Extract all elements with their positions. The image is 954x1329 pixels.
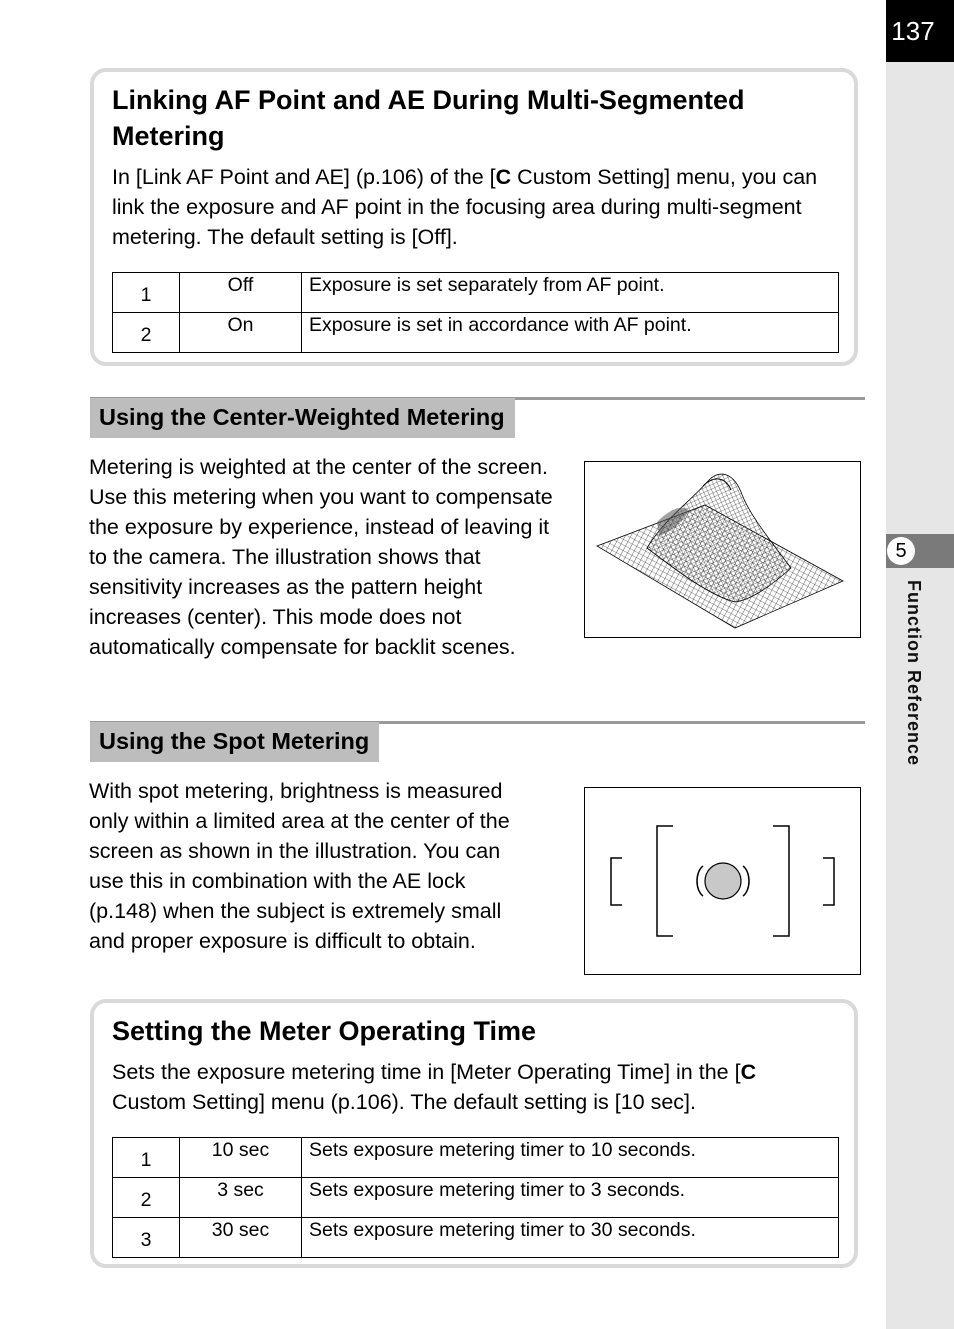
meter-time-options-table	[112, 1137, 839, 1258]
option-number: 3	[113, 1218, 180, 1258]
af-link-options-table	[112, 272, 839, 353]
option-value: 30 sec	[180, 1218, 302, 1258]
meter-time-intro	[112, 1057, 822, 1117]
option-value: 10 sec	[180, 1138, 302, 1178]
option-value: On	[180, 313, 302, 353]
option-description: Exposure is set in accordance with AF point.	[302, 313, 839, 353]
spot-metering-viewfinder-illustration	[584, 787, 861, 975]
viewfinder-graphic	[585, 788, 859, 973]
option-description: Exposure is set separately from AF point.	[302, 273, 839, 313]
option-number: 1	[113, 1138, 180, 1178]
table-row	[113, 313, 839, 353]
page-number: 137	[886, 0, 954, 62]
option-description: Sets exposure metering timer to 10 seconds.	[302, 1138, 839, 1178]
custom-setting-c-icon: C	[740, 1060, 757, 1084]
center-section-text: Metering is weighted at the center of the screen. Use this metering when you want to compensate the exposure by experience, instead of leaving it to the camera. The illustration shows that sensitivity increases as the pattern height increases (center). This mode does not automatically compensate for backlit scenes.	[89, 455, 553, 659]
af-link-title: Linking AF Point and AE During Multi-Segmented Metering	[112, 85, 745, 151]
option-description: Sets exposure metering timer to 3 seconds.	[302, 1178, 839, 1218]
spot-section-heading: Using the Spot Metering	[90, 722, 379, 762]
meter-time-title: Setting the Meter Operating Time	[112, 1016, 537, 1046]
chapter-number: 5	[887, 537, 915, 565]
af-link-intro-text-a: In [Link AF Point and AE] (p.106) of the [	[112, 165, 496, 189]
table-row	[113, 1178, 839, 1218]
chapter-label: Function Reference	[904, 580, 924, 767]
af-link-intro	[112, 162, 832, 252]
center-section-heading: Using the Center-Weighted Metering	[90, 398, 515, 438]
mesh-graphic	[585, 462, 859, 636]
custom-setting-c-icon: C	[495, 165, 512, 189]
option-value: Off	[180, 273, 302, 313]
center-weighted-mesh-illustration	[584, 461, 861, 638]
option-description: Sets exposure metering timer to 30 seconds.	[302, 1218, 839, 1258]
table-row	[113, 273, 839, 313]
option-number: 2	[113, 1178, 180, 1218]
meter-time-intro-text-b: Custom Setting] menu (p.106). The default setting is [10 sec].	[112, 1090, 696, 1114]
option-value: 3 sec	[180, 1178, 302, 1218]
table-row	[113, 1218, 839, 1258]
meter-time-intro-text-a: Sets the exposure metering time in [Meter Operating Time] in the [	[112, 1060, 741, 1084]
option-number: 1	[113, 273, 180, 313]
option-number: 2	[113, 313, 180, 353]
spot-section-text: With spot metering, brightness is measured only within a limited area at the center of the screen as shown in the illustration. You can use this in combination with the AE lock (p.148) when the subject is extremely small and proper exposure is difficult to obtain.	[89, 779, 510, 953]
table-row	[113, 1138, 839, 1178]
af-link-intro-text-b: Custom Setting] menu, you can link the exposure and AF point in the focusing area during multi-segment metering. The default setting is [Off].	[112, 165, 818, 249]
